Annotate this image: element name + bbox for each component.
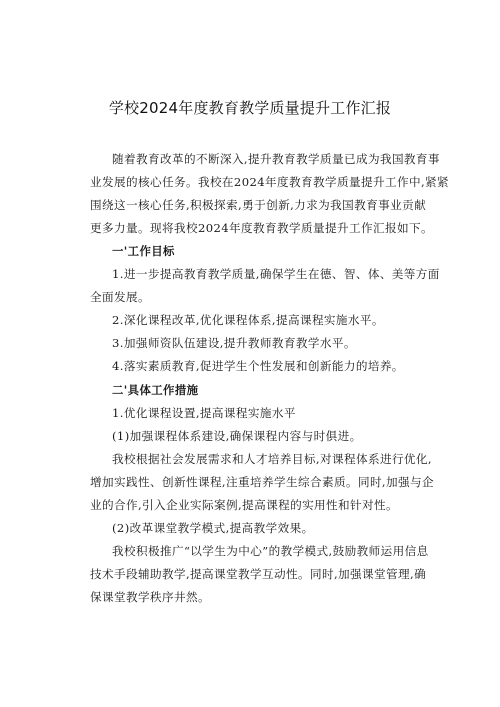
paragraph-line: 我校根据社会发展需求和人才培养目标,对课程体系进行优化,: [112, 452, 433, 466]
sub-item: (2)改革课堂教学模式,提高教学效果。: [112, 521, 314, 535]
paragraph-line: 业发展的核心任务。我校在2024年度教育教学质量提升工作中,紧紧: [90, 175, 450, 189]
paragraph-line: 全面发展。: [90, 290, 150, 304]
list-item: 3.加强师资队伍建设,提升教师教育教学水平。: [112, 336, 356, 350]
list-item: 4.落实素质教育,促进学生个性发展和创新能力的培养。: [112, 359, 404, 373]
sub-item: (1)加强课程体系建设,确保课程内容与时俱进。: [112, 429, 362, 443]
section-heading-goals: 一'工作目标: [112, 244, 175, 258]
paragraph-line: 增加实践性、创新性课程,注重培养学生综合素质。同时,加强与企: [90, 475, 434, 489]
list-item: 2.深化课程改革,优化课程体系,提高课程实施水平。: [112, 313, 384, 327]
list-item: 1.进一步提高教育教学质量,确保学生在德、智、体、美等方面: [112, 267, 440, 281]
paragraph-line: 随着教育改革的不断深入,提升教育教学质量已成为我国教育事: [112, 152, 440, 166]
paragraph-line: 保课堂教学秩序井然。: [90, 590, 210, 604]
section-heading-measures: 二'具体工作措施: [112, 383, 199, 397]
paragraph-line: 我校积极推广“以学生为中心”的教学模式,鼓励教师运用信息: [112, 544, 429, 558]
paragraph-line: 技术手段辅助教学,提高课堂教学互动性。同时,加强课堂管理,确: [90, 567, 427, 581]
paragraph-line: 围绕这一核心任务,积极探索,勇于创新,力求为我国教育事业贡献: [90, 198, 427, 212]
list-item: 1.优化课程设置,提高课程实施水平: [112, 406, 296, 420]
document-title: 学校2024年度教育教学质量提升工作汇报: [108, 99, 392, 117]
paragraph-line: 业的合作,引入企业实际案例,提高课程的实用性和针对性。: [90, 498, 399, 512]
paragraph-line: 更多力量。现将我校2024年度教育教学质量提升工作汇报如下。: [90, 221, 433, 235]
